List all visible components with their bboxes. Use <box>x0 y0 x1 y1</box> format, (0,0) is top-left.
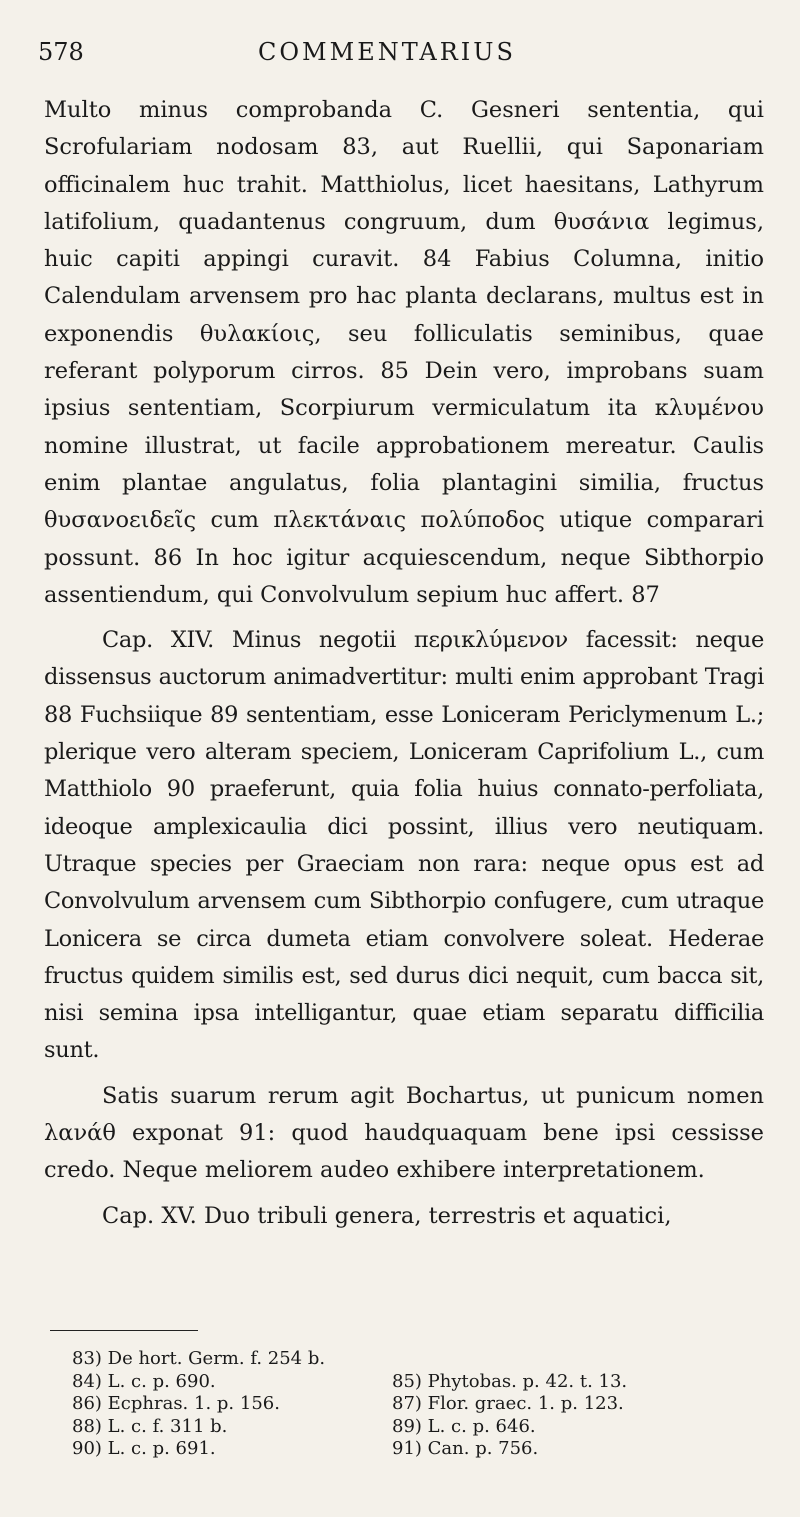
paragraph-cap-xiv: Cap. XIV. Minus negotii περικλύμενον facessit: neque dissensus auctorum animadvertitur: multi enim approbant Tragi 88 Fuchsiique 89 sententiam, esse Loniceram Periclymenum L.; plerique vero alteram speciem, Loniceram Caprifolium L., cum Matthiolo 90 praeferunt, quia folia huius connato-perfoliata, ideoque amplexicaulia dici possint, illius vero neutiquam. Utraque species per Graeciam non rara: neque opus est ad Convolvulum arvensem cum Sibthorpio confugere, cum utraque Lonicera se circa dumeta etiam convolvere soleat. Hederae fructus quidem similis est, sed durus dici nequit, cum bacca sit, nisi semina ipsa intelligantur, quae etiam separatu difficilia sunt. <box>44 627 764 1064</box>
footnote-88: 88) L. c. f. 311 b. <box>72 1415 228 1437</box>
body-text <box>44 92 764 1235</box>
running-head: COMMENTARIUS <box>258 38 516 66</box>
paragraph-cap-xv: Cap. XV. Duo tribuli genera, terrestris et aquatici, <box>102 1202 672 1229</box>
page-header <box>38 38 760 78</box>
footnote-84: 84) L. c. p. 690. <box>72 1370 216 1392</box>
footnote-row <box>72 1393 712 1416</box>
footnote-83: 83) De hort. Germ. f. 254 b. <box>72 1348 326 1369</box>
footnote-row <box>72 1416 712 1439</box>
footnote-row <box>72 1371 712 1394</box>
footnote-90: 90) L. c. p. 691. <box>72 1438 216 1459</box>
footnote-85: 85) Phytobas. p. 42. t. 13. <box>392 1370 628 1392</box>
footnotes <box>72 1348 712 1461</box>
paragraph-gesner: Multo minus comprobanda C. Gesneri sententia, qui Scrofulariam nodosam 83, aut Ruellii, qui Saponariam officinalem huc trahit. Matthiolus, licet haesitans, Lathyrum latifolium, quadantenus congruum, dum θυσάνια legimus, huic capiti appingi curavit. 84 Fabius Columna, initio Calendulam arvensem pro hac planta declarans, multus est in exponendis θυλακίοις, seu folliculatis seminibus, quae referant polyporum cirros. 85 Dein vero, improbans suam ipsius sententiam, Scorpiurum vermiculatum ita κλυμένου nomine illustrat, ut facile approbationem mereatur. Caulis enim plantae angulatus, folia plantagini similia, fructus θυσανοειδεῖς cum πλεκτάναις πολύποδος utique comparari possunt. 86 In hoc igitur acquiescendum, neque Sibthorpio assentiendum, qui Convolvulum sepium huc affert. 87 <box>44 97 764 608</box>
footnote-87: 87) Flor. graec. 1. p. 123. <box>392 1393 624 1414</box>
footnote-86: 86) Ecphras. 1. p. 156. <box>72 1393 280 1414</box>
footnote-89: 89) L. c. p. 646. <box>392 1415 536 1437</box>
footnote-row <box>72 1348 712 1371</box>
footnote-row <box>72 1438 712 1461</box>
page-number: 578 <box>38 38 84 66</box>
footnote-rule <box>50 1330 198 1331</box>
footnote-91: 91) Can. p. 756. <box>392 1438 539 1459</box>
paragraph-bochartus: Satis suarum rerum agit Bochartus, ut punicum nomen λανάθ exponat 91: quod haudquaquam bene ipsi cessisse credo. Neque meliorem audeo exhibere interpretationem. <box>44 1082 764 1184</box>
